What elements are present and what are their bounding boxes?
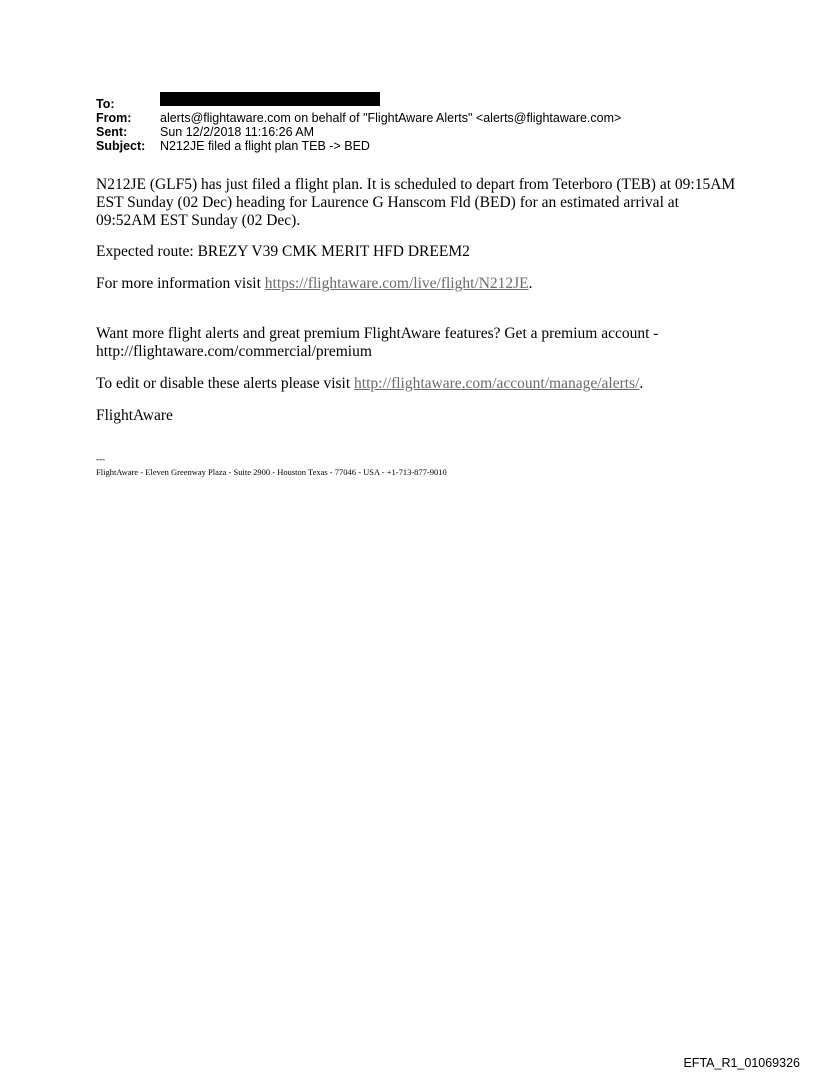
subject-value: N212JE filed a flight plan TEB -> BED: [160, 139, 370, 153]
sent-row: [96, 125, 621, 139]
flight-plan-paragraph: N212JE (GLF5) has just filed a flight plan. It is scheduled to depart from Teterboro (TEB) at 09:15AM EST Sunday (02 Dec) heading for Laurence G Hanscom Fld (BED) for an estimated arrival at 09:52AM EST Sunday (02 Dec).: [96, 176, 736, 229]
more-info-period: .: [528, 275, 533, 292]
manage-alerts-paragraph: [96, 375, 736, 393]
manage-alerts-link[interactable]: http://flightaware.com/account/manage/alerts/: [354, 375, 640, 392]
manage-alerts-period: .: [639, 375, 644, 392]
manage-alerts-text: To edit or disable these alerts please visit: [96, 375, 355, 392]
footer-address: FlightAware - Eleven Greenway Plaza - Suite 2900 - Houston Texas - 77046 - USA - +1-713-877-9010: [96, 467, 447, 477]
from-label: From:: [96, 111, 132, 125]
expected-route-paragraph: Expected route: BREZY V39 CMK MERIT HFD DREEM2: [96, 243, 470, 260]
footer-separator: ---: [96, 454, 105, 464]
subject-label: Subject:: [96, 139, 146, 153]
sent-value: Sun 12/2/2018 11:16:26 AM: [160, 125, 315, 139]
to-row: [96, 97, 621, 111]
flight-link[interactable]: https://flightaware.com/live/flight/N212JE: [264, 275, 529, 292]
signature: FlightAware: [96, 407, 173, 424]
premium-paragraph: Want more flight alerts and great premium FlightAware features? Get a premium account - http://flightaware.com/commercial/premium: [96, 325, 659, 360]
redaction-block: [160, 92, 380, 106]
from-row: [96, 111, 621, 125]
to-label: To:: [96, 97, 115, 111]
more-info-paragraph: [96, 275, 736, 293]
more-info-text: For more information visit: [96, 275, 265, 292]
sent-label: Sent:: [96, 125, 128, 139]
subject-row: [96, 139, 621, 153]
from-value: alerts@flightaware.com on behalf of "FlightAware Alerts" <alerts@flightaware.com>: [160, 111, 622, 125]
document-id: EFTA_R1_01069326: [683, 1056, 800, 1070]
email-header: [96, 97, 621, 153]
email-body: [96, 176, 736, 425]
